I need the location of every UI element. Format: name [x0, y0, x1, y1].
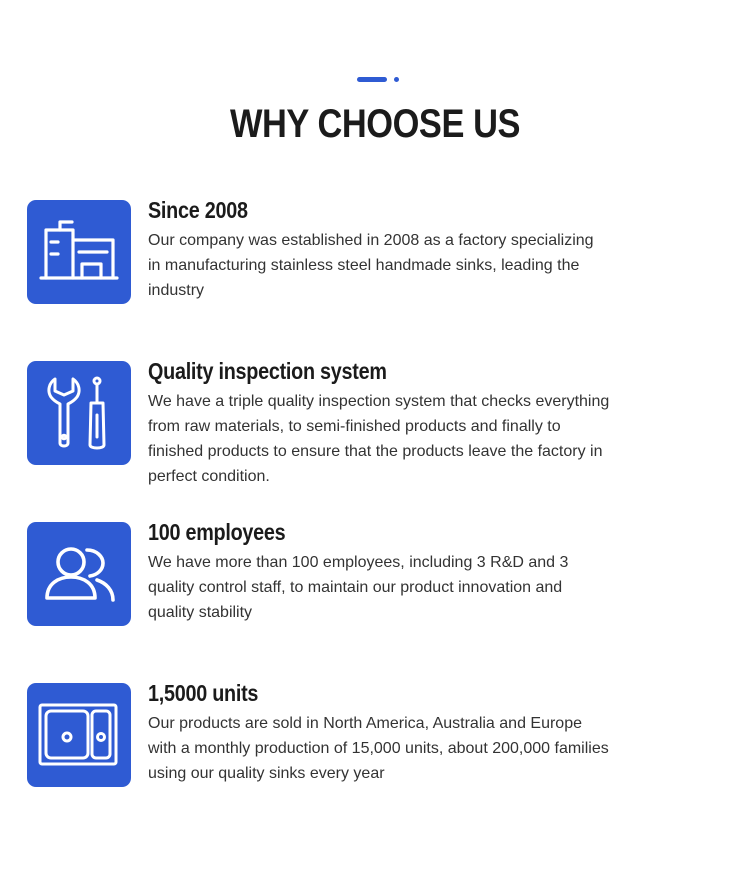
users-icon: [27, 522, 131, 626]
feature-icon-box: [27, 361, 131, 465]
feature-description: We have a triple quality inspection system that checks everything from raw materials, to semi-finished products and finally to finished products to ensure that the products leave the factory in perfect condition.: [148, 393, 610, 485]
decoration-bar: [357, 77, 387, 82]
wrench-screwdriver-icon: [27, 361, 131, 465]
feature-description: Our products are sold in North America, Australia and Europe with a monthly production of 15,000 units, about 200,000 families using our quality sinks every year: [148, 715, 609, 782]
feature-icon-box: [27, 522, 131, 626]
feature-title: 100 employees: [148, 519, 286, 545]
double-sink-icon: [27, 683, 131, 787]
feature-description: We have more than 100 employees, including 3 R&D and 3 quality control staff, to maintain our product innovation and quality stability: [148, 554, 569, 621]
feature-icon-box: [27, 200, 131, 304]
page-title: WHY CHOOSE US: [229, 102, 521, 146]
feature-icon-box: [27, 683, 131, 787]
feature-title: 1,5000 units: [148, 680, 259, 706]
decoration-dot: [394, 77, 399, 82]
title-decoration: [357, 77, 399, 83]
feature-title: Since 2008: [148, 197, 248, 223]
feature-description: Our company was established in 2008 as a factory specializing in manufacturing stainless steel handmade sinks, leading the industry: [148, 232, 594, 299]
feature-title: Quality inspection system: [148, 358, 387, 384]
factory-building-icon: [27, 200, 131, 304]
